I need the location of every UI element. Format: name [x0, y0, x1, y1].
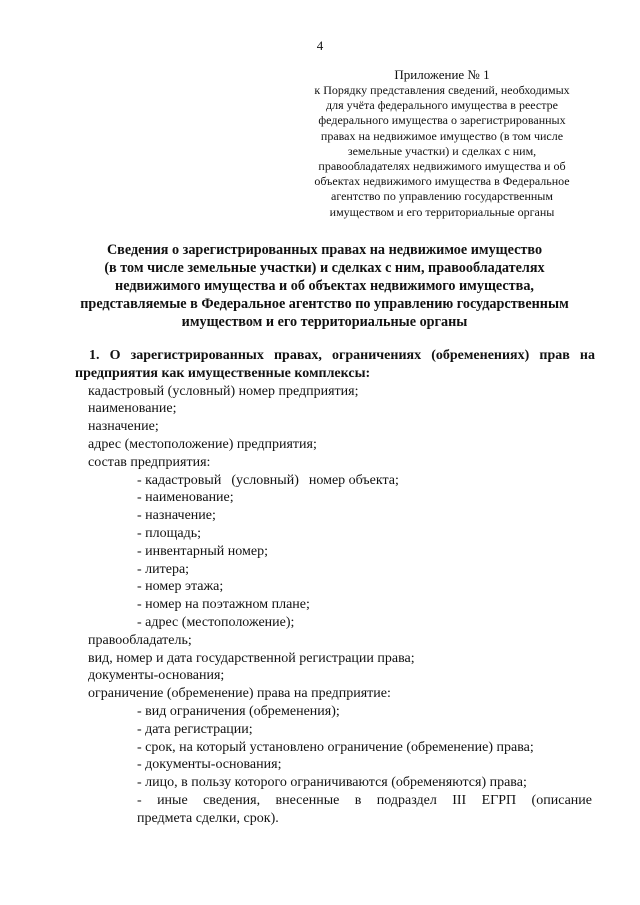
composition-item: - инвентарный номер; [137, 543, 268, 559]
enterprise-field: адрес (местоположение) предприятия; [88, 436, 317, 452]
appendix-line: правообладателях недвижимого имущества и об [318, 159, 566, 174]
composition-item-part: - кадастровый [137, 472, 222, 488]
title-line: имуществом и его территориальные органы [181, 314, 468, 330]
section-1 [75, 347, 595, 828]
composition-item: - адрес (местоположение); [137, 614, 295, 630]
document-title [72, 241, 577, 331]
appendix-line: для учёта федерального имущества в реестре [326, 98, 558, 113]
title-line: Сведения о зарегистрированных правах на недвижимое имущество [106, 242, 543, 258]
appendix-line: земельные участки) и сделках с ним, [347, 143, 537, 158]
restriction-item-other-line: - иные сведения, внесенные в подраздел III ЕГРП (описание [137, 792, 592, 808]
rights-field: ограничение (обременение) права на предприятие: [88, 686, 391, 702]
composition-item: - наименование; [137, 490, 234, 506]
restriction-item: - документы-основания; [137, 757, 282, 773]
composition-item-part: номер объекта; [308, 472, 399, 488]
appendix-title: Приложение № 1 [394, 67, 490, 82]
enterprise-field: наименование; [88, 401, 177, 417]
appendix-line: агентство по управлению государственным [331, 189, 553, 204]
composition-item: - номер на поэтажном плане; [137, 597, 310, 613]
restriction-item-other [75, 792, 595, 828]
composition-item: - назначение; [137, 508, 216, 524]
restriction-item: - лицо, в пользу которого ограничиваются (обременяются) права; [137, 775, 527, 791]
rights-field: документы-основания; [88, 668, 225, 684]
restriction-item-other-line: предмета сделки, срок). [137, 810, 279, 826]
composition-item: - литера; [137, 561, 190, 577]
title-line: недвижимого имущества и об объектах недвижимого имущества, [115, 278, 534, 294]
appendix-block [292, 67, 592, 220]
appendix-line: имуществом и его территориальные органы [329, 204, 555, 219]
enterprise-field: назначение; [88, 419, 159, 435]
appendix-line: федерального имущества о зарегистрированных [318, 113, 566, 128]
title-line: представляемые в Федеральное агентство по управлению государственным [80, 296, 569, 312]
composition-item: - номер этажа; [137, 579, 224, 595]
appendix-line: объектах недвижимого имущества в Федеральное [314, 174, 570, 189]
restriction-item: - вид ограничения (обременения); [137, 703, 340, 719]
appendix-line: к Порядку представления сведений, необходимых [314, 83, 570, 97]
composition-item: - площадь; [137, 525, 202, 541]
restriction-item: - срок, на который установлено ограничение (обременение) права; [137, 739, 534, 755]
composition-item [75, 472, 595, 490]
restriction-item: - дата регистрации; [137, 721, 253, 737]
rights-field: вид, номер и дата государственной регистрации права; [88, 650, 415, 666]
enterprise-field: кадастровый (условный) номер предприятия; [88, 383, 359, 399]
page-number: 4 [316, 38, 324, 53]
appendix-line: правах на недвижимое имущество (в том числе [320, 128, 564, 143]
title-line: (в том числе земельные участки) и сделках с ним, правообладателях [104, 260, 545, 276]
enterprise-field: состав предприятия: [88, 454, 211, 470]
section-heading: 1. О зарегистрированных правах, ограничениях (обременениях) прав на предприятия как имущественные комплексы: [75, 348, 595, 381]
rights-field: правообладатель; [88, 632, 192, 648]
composition-item-part: (условный) [231, 472, 299, 488]
